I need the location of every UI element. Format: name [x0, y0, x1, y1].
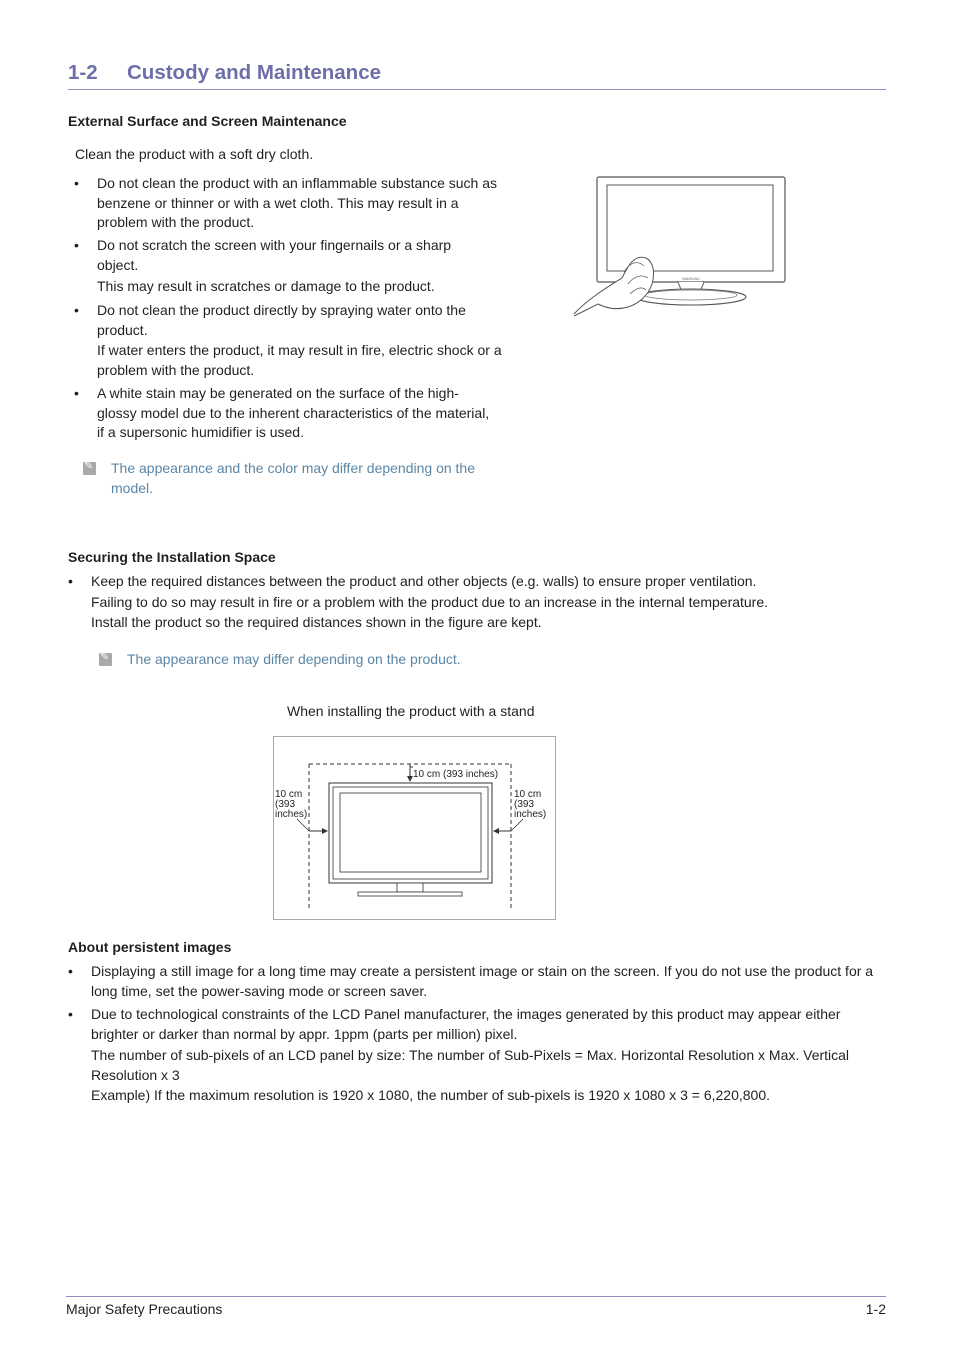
installation-diagram: [273, 736, 556, 920]
top-clearance-label: 10 cm (393 inches): [413, 769, 499, 780]
list-item-continuation: If water enters the product, it may result in fire, electric shock or a problem with the product.: [97, 342, 502, 378]
subpixel-formula: The number of sub-pixels of an LCD panel by size: The number of Sub-Pixels = Max. Horizontal Resolution x Max. Vertical Resolution x 3: [91, 1047, 850, 1083]
right-clearance-line-2: (393: [514, 799, 535, 810]
left-clearance-line-3: inches): [275, 809, 308, 820]
note-icon: [99, 653, 112, 666]
right-clearance-line-1: 10 cm: [514, 789, 542, 800]
space-line-3: Install the product so the required distances shown in the figure are kept.: [91, 614, 542, 630]
persistent-heading: About persistent images: [68, 939, 232, 955]
note-text: The appearance may differ depending on the product.: [127, 651, 461, 667]
footer-chapter: Major Safety Precautions: [66, 1301, 223, 1317]
section-number: 1-2: [68, 61, 98, 84]
external-intro: Clean the product with a soft dry cloth.: [75, 146, 314, 162]
page-number: 1-2: [865, 1301, 886, 1317]
bullet-marker: •: [68, 573, 73, 589]
figure-caption: When installing the product with a stand: [287, 703, 535, 719]
left-clearance-line-1: 10 cm: [275, 789, 303, 800]
space-line-1: Keep the required distances between the product and other objects (e.g. walls) to ensure proper ventilation.: [91, 573, 757, 589]
page-title: [68, 61, 886, 90]
footer-divider: [66, 1296, 886, 1297]
list-item-continuation: This may result in scratches or damage to the product.: [97, 278, 435, 294]
section-title: Custody and Maintenance: [127, 61, 382, 84]
note-icon: [83, 462, 96, 475]
left-clearance-line-2: (393: [275, 799, 296, 810]
space-line-2: Failing to do so may result in fire or a problem with the product due to an increase in the internal temperature.: [91, 594, 769, 610]
note-text: The appearance and the color may differ depending on the model.: [111, 460, 475, 496]
external-heading: External Surface and Screen Maintenance: [68, 113, 347, 129]
subpixel-example: Example) If the maximum resolution is 1920 x 1080, the number of sub-pixels is 1920 x 1080 x 3 = 6,220,800.: [91, 1087, 770, 1103]
space-heading: Securing the Installation Space: [68, 549, 276, 565]
right-clearance-line-3: inches): [514, 809, 547, 820]
brand-label: SAMSUNG: [682, 277, 700, 281]
cleaning-illustration: [558, 166, 810, 334]
